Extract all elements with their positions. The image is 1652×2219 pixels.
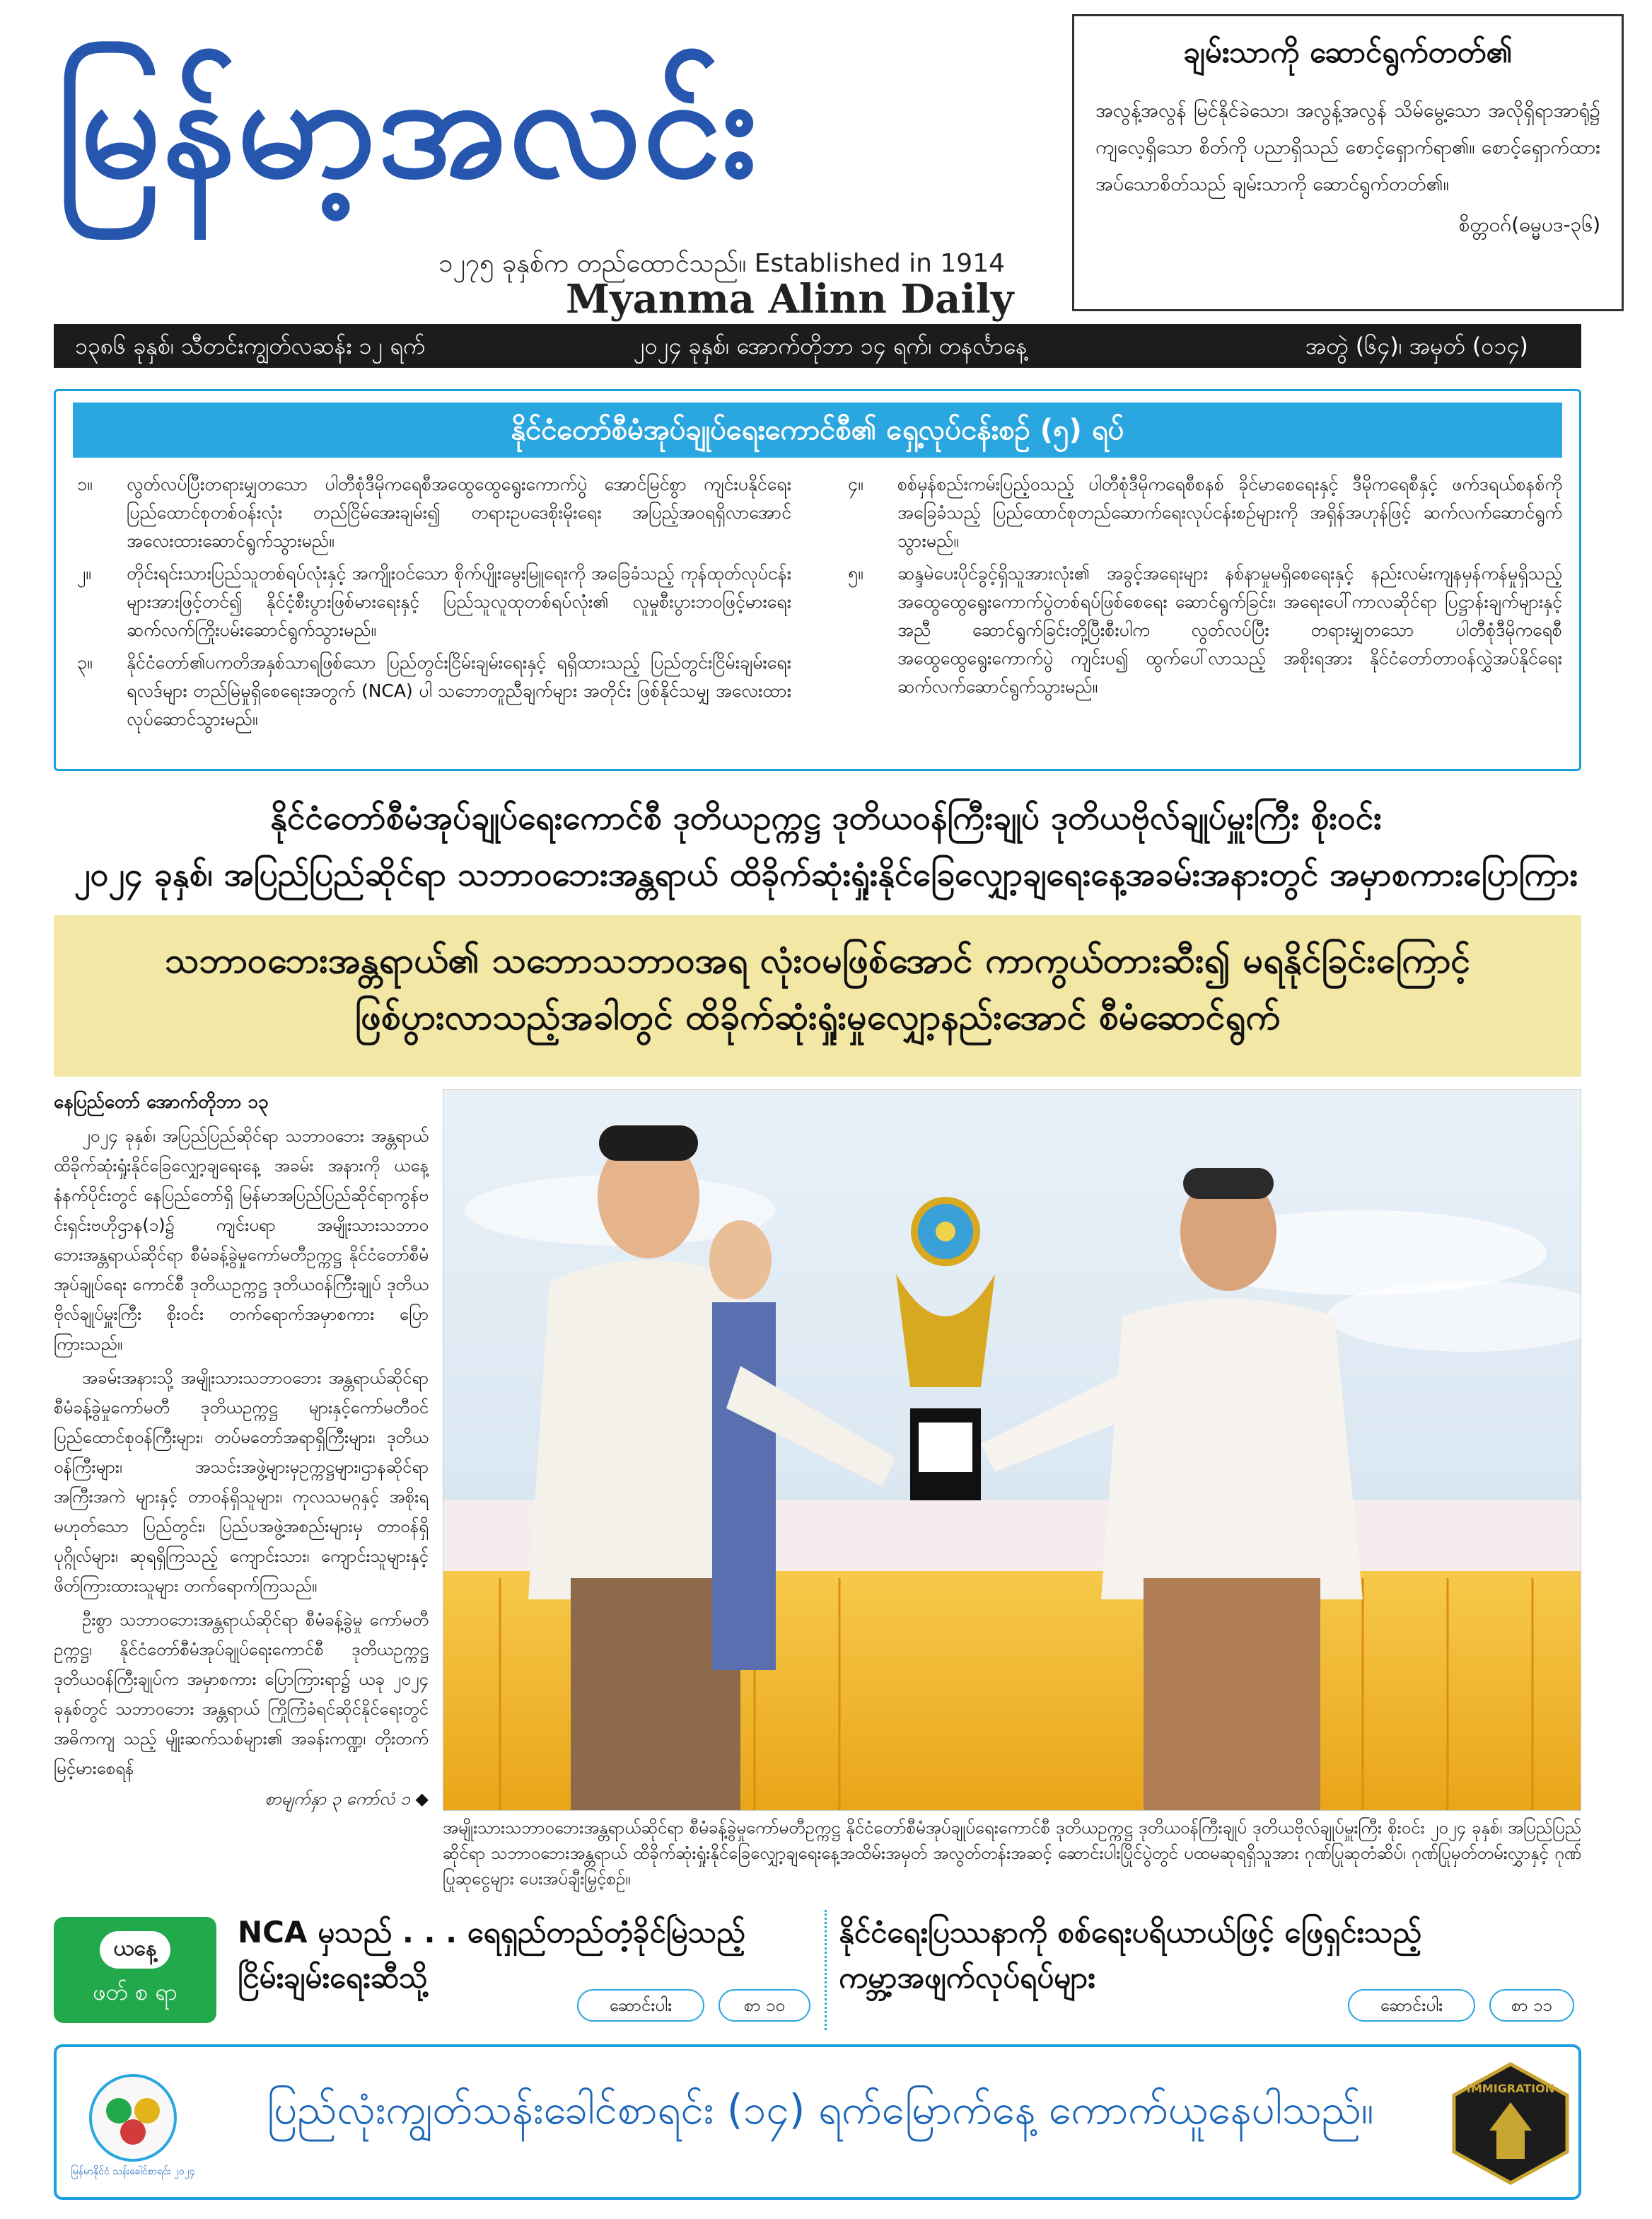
dhamma-quote-box bbox=[1072, 14, 1624, 311]
issue-number: အတွဲ (၆၄)၊ အမှတ် (၀၁၄) bbox=[1305, 332, 1528, 359]
objective-number: ၃။ bbox=[77, 652, 93, 673]
highlight-line-2: ဖြစ်ပွားလာသည့်အခါတွင် ထိခိုက်ဆုံးရှုံးမှုလျှော့နည်းအောင် စီမံဆောင်ရွက် bbox=[354, 997, 1281, 1038]
english-title: Myanma Alinn Daily bbox=[566, 276, 1014, 323]
teaser-1[interactable] bbox=[238, 1910, 803, 2000]
inside-badge bbox=[54, 1917, 216, 2023]
teaser-2-line-2: ကမ္ဘာ့အဖျက်လုပ်ရပ်များ bbox=[839, 1960, 1095, 1995]
article-paragraph: ဦးစွာ သဘာဝဘေးအန္တရာယ်ဆိုင်ရာ စီမံခန့်ခွဲမှု ကော်မတီဥက္ကဋ္ဌ၊ နိုင်ငံတော်စီမံအုပ်ချုပ်ရေးကောင်စီ ဒုတိယဥက္ကဋ္ဌ ဒုတိယဝန်ကြီးချုပ်က အမှာစကား ပြောကြားရာ၌ ယခု ၂၀၂၄ ခုနှစ်တွင် သဘာဝဘေး အန္တရာယ် ကြိုကြံခံရင်ဆိုင်နိုင်ရေးတွင် အဓိကကျ သည့် မျိုးဆက်သစ်များ၏ အခန်းကဏ္ဍ၊ တိုးတက် မြင့်မားစေရန် bbox=[54, 1610, 429, 1778]
photo-caption: အမျိုးသားသဘာဝဘေးအန္တရာယ်ဆိုင်ရာ စီမံခန့်ခွဲမှုကော်မတီဥက္ကဋ္ဌ နိုင်ငံတော်စီမံအုပ်ချုပ်ရေးကောင်စီ ဒုတိယဥက္ကဋ္ဌ ဒုတိယဝန်ကြီးချုပ် ဒုတိယဗိုလ်ချုပ်မှူးကြီး စိုးဝင်း ၂၀၂၄ ခုနှစ်၊ အပြည်ပြည်ဆိုင်ရာ သဘာဝဘေးအန္တရာယ် ထိခိုက်ဆုံးရှုံးနိုင်ခြေလျှော့ချရေးနေ့အထိမ်းအမှတ် အလွတ်တန်းအဆင့် ဆောင်းပါးပြိုင်ပွဲတွင် ပထမဆုရရှိသူအား ဂုဏ်ပြုဆုတံဆိပ်၊ ဂုဏ်ပြုမှတ်တမ်းလွှာနှင့် ဂုဏ်ပြုဆုငွေများ ပေးအပ်ချီးမြှင့်စဉ်။ bbox=[443, 1818, 1581, 1889]
objective-number: ၄။ bbox=[848, 474, 863, 494]
lead-article bbox=[54, 1089, 429, 1889]
quote-source: စိတ္တဝဂ်(ဓမ္မပဒ-၃၆) bbox=[1458, 213, 1600, 236]
teaser-1-line-2: ငြိမ်းချမ်းရေးဆီသို့ bbox=[238, 1960, 428, 1995]
inside-badge-bottom: ဖတ် စ ရာ bbox=[93, 1978, 178, 2005]
immigration-logo-text: IMMIGRATION bbox=[1466, 2082, 1555, 2095]
inside-teasers bbox=[54, 1910, 1581, 2030]
objective-text: တိုင်းရင်းသားပြည်သူတစ်ရပ်လုံးနှင့် အကျိုးဝင်သော စိုက်ပျိုးမွေးမြူရေးကို အခြေခံသည့် ကုန်ထုတ်လုပ်ငန်းများအားဖြင့်တင်၍ နိုင်ငံ့စီးပွားဖြစ်မားရေးနှင့် ပြည်သူလူထုတစ်ရပ်လုံး၏ လူမှုစီးပွားဘဝဖြင့်မားရေး ဆက်လက်ကြိုးပမ်းဆောင်ရွက်သွားမည်။ bbox=[127, 563, 791, 640]
myanmar-date: ၁၃၈၆ ခုနှစ်၊ သီတင်းကျွတ်လဆန်း ၁၂ ရက် bbox=[75, 332, 426, 359]
census-logo bbox=[69, 2068, 197, 2182]
immigration-logo bbox=[1447, 2060, 1574, 2187]
census-banner bbox=[54, 2044, 1581, 2200]
objective-item bbox=[63, 470, 791, 555]
teaser-2-label: ဆောင်းပါး bbox=[1348, 1989, 1475, 2022]
teaser-1-line-1: NCA မှသည် . . . ရေရှည်တည်တံ့ခိုင်မြဲသည့် bbox=[238, 1915, 745, 1949]
objective-item bbox=[63, 649, 791, 734]
census-logo-text: မြန်မာနိုင်ငံ သန်းခေါင်စာရင်း ၂၀၂၄ bbox=[71, 2166, 195, 2177]
dateline: နေပြည်တော် အောက်တိုဘာ ၁၃ bbox=[54, 1091, 269, 1113]
established-line: ၁၂၇၅ ခုနှစ်က တည်ထောင်သည်။ Established in 1914 bbox=[438, 249, 1005, 278]
teaser-2[interactable] bbox=[839, 1910, 1574, 2000]
objectives-left-column bbox=[63, 470, 791, 738]
objectives-right-column bbox=[834, 470, 1562, 705]
teaser-divider bbox=[825, 1910, 827, 2030]
highlight-line-1: သဘာဝဘေးအန္တရာယ်၏ သဘောသဘာဝအရ လုံးဝမဖြစ်အောင် ကာကွယ်တားဆီး၍ မရနိုင်ခြင်းကြောင့် bbox=[164, 940, 1471, 981]
objective-text: လွတ်လပ်ပြီးတရားမျှတသော ပါတီစုံဒီမိုကရေစီအထွေထွေရွေးကောက်ပွဲ အောင်မြင်စွာ ကျင်းပနိုင်ရေး ပြည်ထောင်စုတစ်ဝန်းလုံး တည်ငြိမ်အေးချမ်း၍ တရားဥပဒေစိုးမိုးရေး အပြည့်အဝရရှိလာအောင် အလေးထားဆောင်ရွက်သွားမည်။ bbox=[127, 474, 791, 551]
objective-item bbox=[834, 560, 1562, 701]
gregorian-date: ၂၀၂၄ ခုနှစ်၊ အောက်တိုဘာ ၁၄ ရက်၊ တနင်္လာနေ့ bbox=[634, 332, 1028, 359]
headline-line-2: ၂၀၂၄ ခုနှစ်၊ အပြည်ပြည်ဆိုင်ရာ သဘာဝဘေးအန္တရာယ် ထိခိုက်ဆုံးရှုံးနိုင်ခြေလျှော့ချရေးနေ့အခမ်းအနားတွင် အမှာစကားပြောကြား bbox=[74, 855, 1578, 893]
continued-note: စာမျက်နှာ ၃ ကော်လံ ၁ ◆ bbox=[264, 1789, 429, 1809]
teaser-1-page: စာ ၁၀ bbox=[719, 1989, 810, 2022]
masthead bbox=[57, 21, 1014, 323]
objective-text: စစ်မှန်စည်းကမ်းပြည့်ဝသည့် ပါတီစုံဒီမိုကရေစီစနစ် ခိုင်မာစေရေးနှင့် ဒီမိုကရေစီနှင့် ဖက်ဒရယ်စနစ်ကိုအခြေခံသည့် ပြည်ထောင်စုတည်ဆောက်ရေးလုပ်ငန်းစဉ်များကို အရှိန်အဟုန်ဖြင့် ဆက်လက်ဆောင်ရွက်သွားမည်။ bbox=[897, 474, 1562, 551]
objectives-box bbox=[54, 389, 1581, 771]
census-banner-text: ပြည်လုံးကျွတ်သန်းခေါင်စာရင်း (၁၄) ရက်မြောက်နေ့ ကောက်ယူနေပါသည်။ bbox=[267, 2085, 1374, 2133]
objective-item bbox=[63, 560, 791, 644]
objective-number: ၂။ bbox=[77, 563, 91, 584]
objective-text: နိုင်ငံတော်၏ပကတိအနှစ်သာရဖြစ်သော ပြည်တွင်းငြိမ်းချမ်းရေးနှင့် ရရှိထားသည့် ပြည်တွင်းငြိမ်းချမ်းရေးရလဒ်များ တည်မြဲမှုရှိစေရေးအတွက် (NCA) ပါ သဘောတူညီချက်များ အတိုင်း ဖြစ်နိုင်သမျှ အလေးထားလုပ်ဆောင်သွားမည်။ bbox=[127, 652, 791, 729]
quote-title: ချမ်းသာကို ဆောင်ရွက်တတ်၏ bbox=[1183, 35, 1513, 69]
objective-item bbox=[834, 470, 1562, 555]
highlight-box bbox=[54, 915, 1581, 1077]
news-photo bbox=[443, 1089, 1581, 1811]
objective-text: ဆန္ဒမဲပေးပိုင်ခွင့်ရှိသူအားလုံး၏ အခွင့်အရေးများ နစ်နာမှုမရှိစေရေးနှင့် နည်းလမ်းကျနမှန်ကန်မှုရှိသည့် အထွေထွေရွေးကောက်ပွဲတစ်ရပ်ဖြစ်စေရေး ဆောင်ရွက်ခြင်း၊ အရေးပေါ်ကာလဆိုင်ရာ ပြဋ္ဌာန်းချက်များနှင့်အညီ ဆောင်ရွက်ခြင်းတို့ပြီးစီးပါက လွတ်လပ်ပြီး တရားမျှတသော ပါတီစုံဒီမိုကရေစီအထွေထွေရွေးကောက်ပွဲ ကျင်းပ၍ ထွက်ပေါ်လာသည့် အစိုးရအား နိုင်ငံတော်တာဝန်လွှဲအပ်နိုင်ရေး ဆက်လက်ဆောင်ရွက်သွားမည်။ bbox=[897, 563, 1562, 697]
objective-number: ၁။ bbox=[77, 474, 93, 494]
objective-number: ၅။ bbox=[848, 563, 863, 584]
quote-body: အလွန့်အလွန် မြင်နိုင်ခဲသော၊ အလွန့်အလွန် သိမ်မွေ့သော အလိုရှိရာအာရုံ၌ ကျလေ့ရှိသော စိတ်ကို ပညာရှိသည် စောင့်ရှောက်ရာ၏။ စောင့်ရှောက်ထားအပ်သောစိတ်သည် ချမ်းသာကို ဆောင်ရွက်တတ်၏။ bbox=[1095, 100, 1600, 195]
article-paragraph: အခမ်းအနားသို့ အမျိုးသားသဘာဝဘေး အန္တရာယ်ဆိုင်ရာ စီမံခန့်ခွဲမှုကော်မတီ ဒုတိယဥက္ကဋ္ဌ များနှင့်ကော်မတီဝင် ပြည်ထောင်စုဝန်ကြီးများ၊ တပ်မတော်အရာရှိကြီးများ၊ ဒုတိယဝန်ကြီးများ၊ အသင်းအဖွဲ့များမှဥက္ကဋ္ဌများ၊ဌာနဆိုင်ရာအကြီးအကဲ များနှင့် တာဝန်ရှိသူများ၊ ကုလသမဂ္ဂနှင့် အစိုးရ မဟုတ်သော ပြည်တွင်း၊ ပြည်ပအဖွဲ့အစည်းများမှ တာဝန်ရှိပုဂ္ဂိုလ်များ၊ ဆုရရှိကြသည့် ကျောင်းသား၊ ကျောင်းသူများနှင့် ဖိတ်ကြားထားသူများ တက်ရောက်ကြသည်။ bbox=[54, 1368, 429, 1596]
headline-line-1: နိုင်ငံတော်စီမံအုပ်ချုပ်ရေးကောင်စီ ဒုတိယဥက္ကဋ္ဌ ဒုတိယဝန်ကြီးချုပ် ဒုတိယဗိုလ်ချုပ်မှူးကြီး စိုးဝင်း bbox=[270, 799, 1382, 837]
teaser-1-label: ဆောင်းပါး bbox=[577, 1989, 704, 2022]
teaser-2-page: စာ ၁၁ bbox=[1489, 1989, 1574, 2022]
objectives-title: နိုင်ငံတော်စီမံအုပ်ချုပ်ရေးကောင်စီ၏ ရှေ့လုပ်ငန်းစဉ် (၅) ရပ် bbox=[73, 402, 1562, 458]
award-ceremony-photo bbox=[443, 1090, 1581, 1811]
teaser-2-line-1: နိုင်ငံရေးပြဿနာကို စစ်ရေးပရိယာယ်ဖြင့် ဖြေရှင်းသည့် bbox=[839, 1915, 1422, 1949]
date-bar bbox=[54, 324, 1581, 368]
inside-badge-top: ယနေ့ bbox=[100, 1931, 171, 1969]
masthead-logo: မြန်မာ့အလင်း bbox=[57, 45, 759, 209]
article-paragraph: ၂၀၂၄ ခုနှစ်၊ အပြည်ပြည်ဆိုင်ရာ သဘာဝဘေး အန္တရာယ်ထိခိုက်ဆုံးရှုံးနိုင်ခြေလျှော့ချရေးနေ့ အခမ်း အနားကို ယနေ့နံနက်ပိုင်းတွင် နေပြည်တော်ရှိ မြန်မာအပြည်ပြည်ဆိုင်ရာကွန်ဗင်းရှင်းဗဟိုဌာန(၁)၌ ကျင်းပရာ အမျိုးသားသဘာဝဘေးအန္တရာယ်ဆိုင်ရာ စီမံခန့်ခွဲမှုကော်မတီဥက္ကဋ္ဌ နိုင်ငံတော်စီမံအုပ်ချုပ်ရေး ကောင်စီ ဒုတိယဥက္ကဋ္ဌ ဒုတိယဝန်ကြီးချုပ် ဒုတိယ ဗိုလ်ချုပ်မှူးကြီး စိုးဝင်း တက်ရောက်အမှာစကား ပြောကြားသည်။ bbox=[54, 1126, 429, 1354]
